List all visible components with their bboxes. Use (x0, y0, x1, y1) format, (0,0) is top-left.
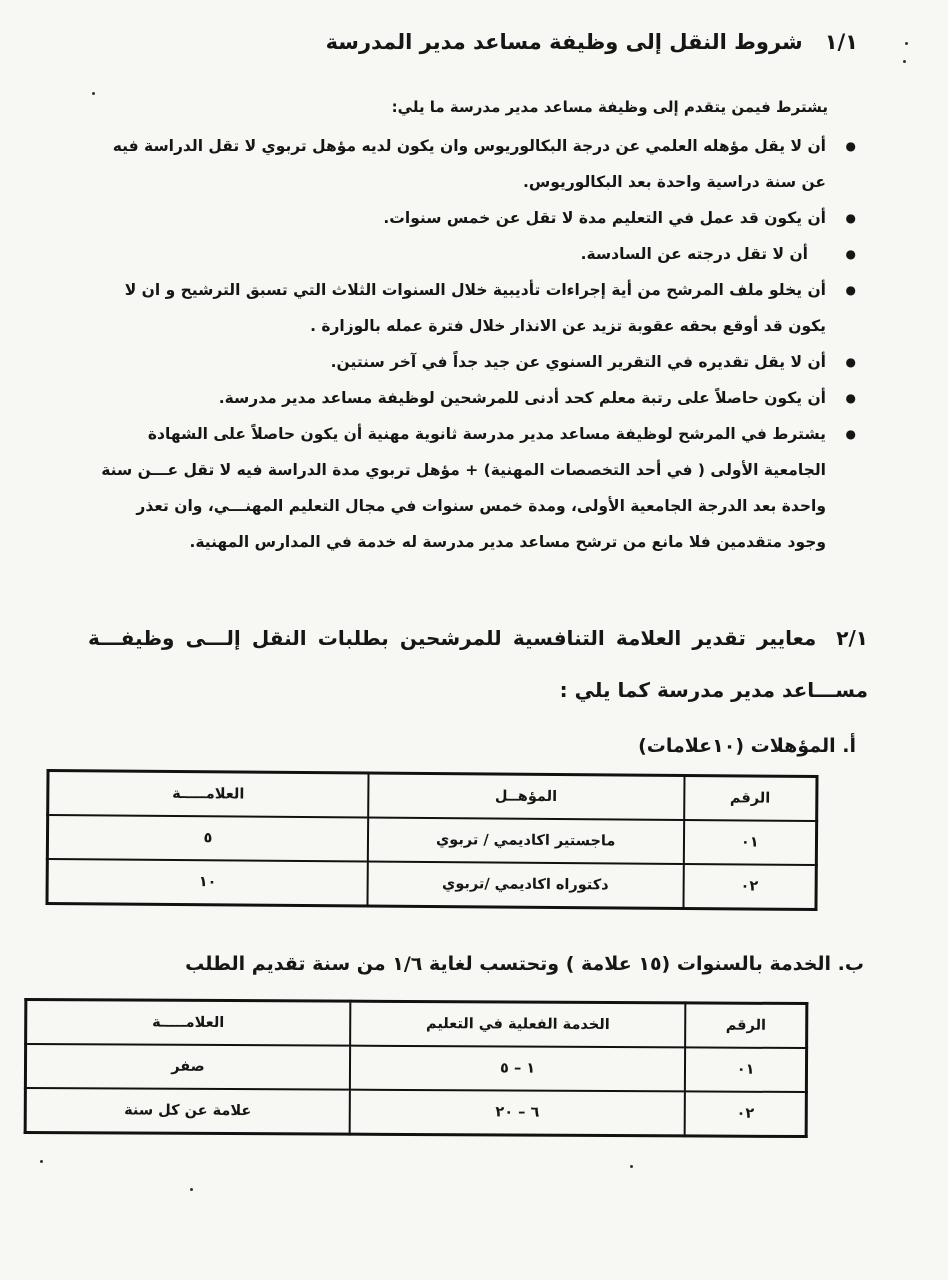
header-number: الرقم (684, 775, 817, 821)
table-header-row (48, 770, 817, 821)
header-service: الخدمة الفعلية في التعليم (350, 1001, 686, 1047)
service-table (24, 998, 809, 1138)
section2-number: ٢/١ (836, 626, 868, 650)
cell-mark: علامة عن كل سنة (25, 1088, 350, 1134)
scan-speck (190, 1188, 193, 1191)
cell-number: ٠١ (685, 1047, 806, 1092)
cell-number: ٠٢ (685, 1091, 806, 1136)
section1-heading (326, 30, 858, 54)
table-row (25, 1088, 806, 1137)
section1-number: ١/١ (824, 30, 858, 54)
condition-item: ● أن لا تقل درجته عن السادسة. (101, 236, 826, 272)
header-mark: العلامـــــة (26, 999, 351, 1045)
cell-service-range: ٦ – ٢٠ (350, 1090, 686, 1136)
cell-number: ٠٢ (683, 864, 816, 910)
service-heading: ب. الخدمة بالسنوات (١٥ علامة ) وتحتسب لغاية ١/٦ من سنة تقديم الطلب (185, 953, 864, 975)
condition-item: ● أن لا يقل مؤهله العلمي عن درجة البكالوريوس وان يكون لديه مؤهل تربوي لا تقل الدراسة فيه عن سنة دراسية واحدة بعد البكالوريوس. (101, 128, 826, 200)
cell-mark: ١٠ (47, 859, 368, 906)
header-mark: العلامـــــة (48, 770, 369, 817)
scan-speck (903, 60, 906, 63)
qualifications-table (45, 769, 818, 911)
condition-item: ● يشترط في المرشح لوظيفة مساعد مدير مدرسة ثانوية مهنية أن يكون حاصلاً على الشهادة الجامعية الأولى ( في أحد التخصصات المهنية) + مؤهل تربوي مدة الدراسة فيه لا تقل عـــن سنة واحدة بعد الدرجة الجامعية الأولى، ومدة خمس سنوات في مجال التعليم المهنـــي، وان تعذر وجود متقدمين فلا مانع من ترشح مساعد مدير مدرسة له خدمة في المدارس المهنية. (101, 416, 826, 560)
table-row (47, 859, 816, 910)
cell-qualification: ماجستير اكاديمي / تربوي (368, 817, 684, 863)
cell-qualification: دكتوراه اكاديمي /تربوي (367, 861, 683, 908)
section1-title: شروط النقل إلى وظيفة مساعد مدير المدرسة (325, 30, 803, 54)
cell-mark: ٥ (47, 815, 368, 862)
condition-item: ● أن لا يقل تقديره في التقرير السنوي عن جيد جداً في آخر سنتين. (101, 344, 826, 380)
table-row (25, 1044, 806, 1092)
cell-mark: صفر (25, 1044, 350, 1090)
condition-item: ● أن يخلو ملف المرشح من أية إجراءات تأديبية خلال السنوات الثلاث التي تسبق الترشيح و ان لا يكون قد أوقع بحقه عقوبة تزيد عن الانذار خلال فترة عمله بالوزارة . (101, 272, 826, 344)
scan-speck (40, 1160, 43, 1163)
header-number: الرقم (685, 1003, 806, 1048)
condition-item: ● أن يكون حاصلاً على رتبة معلم كحد أدنى للمرشحين لوظيفة مساعد مدير مدرسة. (101, 380, 826, 416)
cell-number: ٠١ (683, 820, 816, 865)
section1-intro: يشترط فيمن يتقدم إلى وظيفة مساعد مدير مدرسة ما يلي: (391, 98, 828, 116)
scan-speck (905, 42, 908, 45)
header-qualification: المؤهــل (368, 773, 684, 820)
table-header-row (26, 999, 807, 1048)
scan-speck (630, 1165, 633, 1168)
section2-heading (88, 612, 868, 716)
scan-speck (92, 92, 95, 95)
conditions-list (101, 128, 826, 560)
cell-service-range: ١ – ٥ (350, 1046, 686, 1092)
condition-item: ● أن يكون قد عمل في التعليم مدة لا تقل عن خمس سنوات. (101, 200, 826, 236)
section2-title: معايير تقدير العلامة التنافسية للمرشحين بطلبات النقل إلـــى وظيفـــة مســـاعد مدير مدرسة كما يلي : (88, 626, 868, 702)
table-row (47, 815, 816, 865)
qualifications-heading: أ. المؤهلات (١٠علامات) (638, 735, 856, 757)
